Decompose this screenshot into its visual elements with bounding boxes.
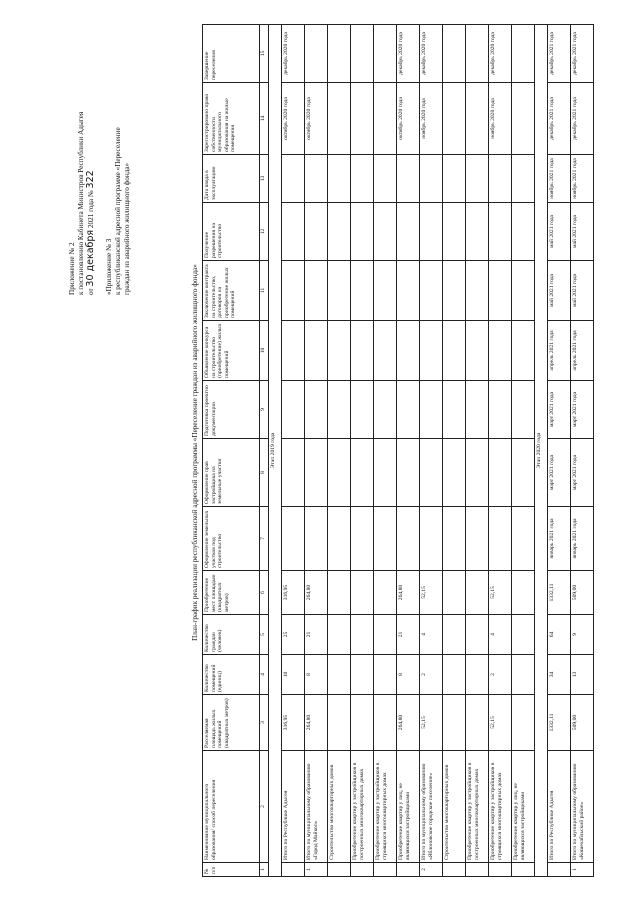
column-header: Количество граждан (человек) xyxy=(203,615,260,655)
cell xyxy=(328,203,351,261)
cell xyxy=(305,439,328,507)
cell: 1332,11 xyxy=(548,695,571,751)
cell xyxy=(397,261,420,321)
cell xyxy=(328,695,351,751)
cell xyxy=(374,655,397,695)
row-number xyxy=(466,863,489,877)
cell xyxy=(351,571,374,615)
cell xyxy=(466,615,489,655)
stage-label: Этап 2019 года xyxy=(269,25,282,877)
cell xyxy=(374,507,397,571)
cell xyxy=(512,155,535,203)
row-label: Итого по Республике Адыгея xyxy=(548,751,571,863)
cell: январь 2021 года xyxy=(571,507,594,571)
cell: 264,80 xyxy=(397,695,420,751)
cell xyxy=(512,381,535,439)
cell: 52,15 xyxy=(420,695,443,751)
cell xyxy=(282,439,305,507)
cell: декабрь 2020 года xyxy=(420,25,443,83)
stage-row xyxy=(269,25,282,877)
cell xyxy=(282,321,305,381)
cell: 8 xyxy=(305,655,328,695)
cell: декабрь 2021 года xyxy=(548,25,571,83)
cell xyxy=(374,321,397,381)
stage-row xyxy=(535,25,548,877)
cell xyxy=(397,381,420,439)
cell xyxy=(328,321,351,381)
cell xyxy=(489,203,512,261)
cell xyxy=(489,321,512,381)
cell xyxy=(328,83,351,155)
cell xyxy=(512,439,535,507)
table-row xyxy=(397,25,420,877)
cell xyxy=(328,507,351,571)
cell xyxy=(397,155,420,203)
table-row xyxy=(466,25,489,877)
cell xyxy=(397,507,420,571)
cell xyxy=(489,381,512,439)
row-label: Итого по муниципальному образованию «Кошехабльский район» xyxy=(571,751,594,863)
table-row xyxy=(548,25,571,877)
cell xyxy=(443,203,466,261)
row-label: Приобретение квартир у застройщиков в построенных многоквартирных домах xyxy=(466,751,489,863)
cell xyxy=(443,695,466,751)
cell xyxy=(305,25,328,83)
cell xyxy=(328,615,351,655)
program-name: граждан из аварийного жилищного фонда» xyxy=(123,162,131,295)
table-body xyxy=(269,25,594,877)
cell: январь 2021 года xyxy=(548,507,571,571)
cell xyxy=(512,695,535,751)
program-ref: к республиканской адресной программе «Переселение xyxy=(114,127,122,295)
row-number xyxy=(328,863,351,877)
cell xyxy=(282,155,305,203)
cell xyxy=(305,321,328,381)
cell xyxy=(282,261,305,321)
table-row xyxy=(420,25,443,877)
cell xyxy=(351,261,374,321)
column-header: Расселяемая площадь жилых помещений (квадратных метров) xyxy=(203,695,260,751)
row-label: Итого по муниципальному образованию «Город Майкоп» xyxy=(305,751,328,863)
cell xyxy=(443,155,466,203)
cell xyxy=(466,381,489,439)
column-number: 5 xyxy=(260,615,269,655)
cell: 52,15 xyxy=(420,571,443,615)
cell: 9 xyxy=(571,615,594,655)
cell: май 2021 года xyxy=(571,261,594,321)
resolution-ref: к постановлению Кабинета Министров Республики Адыгея xyxy=(77,111,85,295)
cell xyxy=(374,83,397,155)
cell xyxy=(489,155,512,203)
schedule-table xyxy=(202,24,594,877)
cell: октябрь 2020 года xyxy=(397,83,420,155)
cell: 8 xyxy=(397,655,420,695)
cell xyxy=(443,321,466,381)
column-number: 4 xyxy=(260,655,269,695)
cell: март 2021 года xyxy=(548,381,571,439)
column-number: 9 xyxy=(260,381,269,439)
cell: март 2021 года xyxy=(571,439,594,507)
column-number-row xyxy=(260,25,269,877)
row-number: 1 xyxy=(571,863,594,877)
cell xyxy=(466,571,489,615)
cell xyxy=(512,655,535,695)
table-row xyxy=(328,25,351,877)
cell xyxy=(512,571,535,615)
cell xyxy=(443,507,466,571)
cell: 2 xyxy=(489,655,512,695)
cell xyxy=(466,695,489,751)
cell xyxy=(305,261,328,321)
row-label: Строительство многоквартирных домов xyxy=(328,751,351,863)
cell: ноябрь 2021 года xyxy=(548,155,571,203)
column-header: Оформление прав застройщика на земельные участки xyxy=(203,439,260,507)
column-header: № п/п xyxy=(203,863,260,877)
column-number: 7 xyxy=(260,507,269,571)
row-number xyxy=(548,863,571,877)
cell xyxy=(305,155,328,203)
cell xyxy=(420,439,443,507)
cell: март 2021 года xyxy=(548,439,571,507)
cell: 4 xyxy=(420,615,443,655)
row-number xyxy=(512,863,535,877)
column-number: 12 xyxy=(260,203,269,261)
column-header: Приобретение мест площадью (квадратных метров) xyxy=(203,571,260,615)
cell xyxy=(374,571,397,615)
cell: 13 xyxy=(571,655,594,695)
cell xyxy=(466,261,489,321)
cell xyxy=(512,615,535,655)
cell xyxy=(328,155,351,203)
column-header: Дата ввода в эксплуатацию xyxy=(203,155,260,203)
column-header: Оформление земельных участков под строительство xyxy=(203,507,260,571)
cell xyxy=(420,261,443,321)
cell xyxy=(420,381,443,439)
cell xyxy=(443,655,466,695)
column-number: 10 xyxy=(260,321,269,381)
cell: 316,95 xyxy=(282,695,305,751)
cell xyxy=(466,321,489,381)
cell: декабрь 2021 года xyxy=(548,83,571,155)
cell xyxy=(512,25,535,83)
cell: октябрь 2020 года xyxy=(305,83,328,155)
resolution-date-line xyxy=(86,25,96,295)
cell: 264,80 xyxy=(305,571,328,615)
cell xyxy=(351,507,374,571)
appendix-number: Приложение № 2 xyxy=(68,242,76,295)
cell xyxy=(420,321,443,381)
table-title: План-график реализации республиканской адресной программы «Переселение граждан из аварийного жилищного фонда» xyxy=(191,264,199,641)
cell xyxy=(374,261,397,321)
row-number: 2 xyxy=(420,863,443,877)
cell xyxy=(466,439,489,507)
handwritten-date: 30 декабря xyxy=(85,229,96,287)
cell xyxy=(351,439,374,507)
cell xyxy=(466,83,489,155)
cell xyxy=(443,83,466,155)
cell: май 2021 года xyxy=(571,203,594,261)
date-prefix: от xyxy=(87,288,95,295)
cell xyxy=(443,261,466,321)
cell: ноябрь 2020 года xyxy=(489,83,512,155)
cell xyxy=(282,507,305,571)
cell: 34 xyxy=(548,655,571,695)
cell xyxy=(351,155,374,203)
row-number: 1 xyxy=(305,863,328,877)
column-header: Наименование муниципального образования/ способ переселения xyxy=(203,751,260,863)
cell: ноябрь 2020 года xyxy=(420,83,443,155)
cell xyxy=(374,695,397,751)
cell xyxy=(443,25,466,83)
cell xyxy=(420,155,443,203)
handwritten-number: 322 xyxy=(85,170,96,189)
cell xyxy=(328,381,351,439)
cell xyxy=(443,439,466,507)
column-header-row xyxy=(203,25,260,877)
cell xyxy=(351,615,374,655)
cell: 64 xyxy=(548,615,571,655)
cell xyxy=(305,381,328,439)
cell: 10 xyxy=(282,655,305,695)
cell: ноябрь 2021 года xyxy=(571,155,594,203)
cell: декабрь 2020 года xyxy=(489,25,512,83)
cell: 316,95 xyxy=(282,571,305,615)
cell: 21 xyxy=(397,615,420,655)
cell xyxy=(397,321,420,381)
cell xyxy=(351,25,374,83)
row-number xyxy=(489,863,512,877)
column-number: 8 xyxy=(260,439,269,507)
cell: декабрь 2021 года xyxy=(571,25,594,83)
cell xyxy=(512,203,535,261)
cell: декабрь 2020 года xyxy=(282,25,305,83)
cell: 4 xyxy=(489,615,512,655)
column-header: Получение разрешения на строительство xyxy=(203,203,260,261)
cell: октябрь 2020 года xyxy=(282,83,305,155)
column-header: Подготовка проектно документации xyxy=(203,381,260,439)
cell xyxy=(305,507,328,571)
row-number xyxy=(351,863,374,877)
cell: 52,15 xyxy=(489,695,512,751)
cell xyxy=(466,655,489,695)
table-row xyxy=(282,25,305,877)
row-label: Итого по муниципальному образованию «Яблоновское городское поселение» xyxy=(420,751,443,863)
cell xyxy=(420,507,443,571)
column-number: 15 xyxy=(260,25,269,83)
cell: декабрь 2021 года xyxy=(571,83,594,155)
cell: 264,80 xyxy=(397,571,420,615)
cell: май 2021 года xyxy=(548,203,571,261)
table-row xyxy=(374,25,397,877)
row-label: Приобретение квартир у лиц, не являющихся застройщиками xyxy=(397,751,420,863)
cell: 21 xyxy=(305,615,328,655)
row-number xyxy=(374,863,397,877)
table-row xyxy=(351,25,374,877)
cell: 1332,11 xyxy=(548,571,571,615)
column-header: Зарегистрировано право собственности муниципального образования на жилые помещения xyxy=(203,83,260,155)
cell: 509,00 xyxy=(571,695,594,751)
cell xyxy=(512,83,535,155)
cell xyxy=(443,615,466,655)
cell xyxy=(351,695,374,751)
column-number: 2 xyxy=(260,751,269,863)
column-number: 13 xyxy=(260,155,269,203)
cell xyxy=(489,507,512,571)
cell xyxy=(328,655,351,695)
cell xyxy=(374,439,397,507)
cell xyxy=(420,203,443,261)
column-number: 1 xyxy=(260,863,269,877)
row-label: Приобретение квартир у застройщиков в построенных многоквартирных домах xyxy=(351,751,374,863)
column-header: Завершение переселения xyxy=(203,25,260,83)
column-number: 6 xyxy=(260,571,269,615)
cell xyxy=(397,203,420,261)
cell xyxy=(328,261,351,321)
cell xyxy=(443,571,466,615)
date-mid: 2021 года № xyxy=(87,190,95,229)
cell xyxy=(512,321,535,381)
cell xyxy=(466,203,489,261)
cell xyxy=(397,439,420,507)
column-number: 3 xyxy=(260,695,269,751)
cell: 52,15 xyxy=(489,571,512,615)
cell xyxy=(512,507,535,571)
row-label: Итого по Республике Адыгея xyxy=(282,751,305,863)
cell: апрель 2021 года xyxy=(571,321,594,381)
cell xyxy=(351,381,374,439)
approval-header xyxy=(68,25,132,295)
cell xyxy=(351,83,374,155)
cell xyxy=(328,25,351,83)
cell xyxy=(328,571,351,615)
row-number xyxy=(397,863,420,877)
cell xyxy=(305,203,328,261)
row-number xyxy=(443,863,466,877)
table-row xyxy=(443,25,466,877)
table-row xyxy=(489,25,512,877)
cell: май 2021 года xyxy=(548,261,571,321)
cell xyxy=(374,615,397,655)
program-appendix: «Приложение № 3 xyxy=(105,238,113,295)
cell: апрель 2021 года xyxy=(548,321,571,381)
column-header: Заключение контракта на строительство, договоров на приобретение жилых помещений xyxy=(203,261,260,321)
cell xyxy=(466,155,489,203)
cell xyxy=(282,203,305,261)
cell xyxy=(512,261,535,321)
cell xyxy=(374,381,397,439)
row-label: Приобретение квартир у лиц, не являющихся застройщиками xyxy=(512,751,535,863)
cell xyxy=(374,203,397,261)
table-row xyxy=(305,25,328,877)
cell: 264,80 xyxy=(305,695,328,751)
cell: декабрь 2020 года xyxy=(397,25,420,83)
column-number: 14 xyxy=(260,83,269,155)
column-number: 11 xyxy=(260,261,269,321)
stage-label: Этап 2020 года xyxy=(535,25,548,877)
cell xyxy=(443,381,466,439)
row-label: Строительство многоквартирных домов xyxy=(443,751,466,863)
column-header: Количество помещений (единиц) xyxy=(203,655,260,695)
cell xyxy=(351,321,374,381)
row-number xyxy=(282,863,305,877)
cell xyxy=(466,507,489,571)
cell xyxy=(282,381,305,439)
cell xyxy=(351,655,374,695)
cell xyxy=(374,25,397,83)
row-label: Приобретение квартир у застройщиков в строящихся многоквартирных домах xyxy=(374,751,397,863)
column-header: Объявление конкурса на строительство (приобретение) жилых помещений xyxy=(203,321,260,381)
cell: 2 xyxy=(420,655,443,695)
cell xyxy=(466,25,489,83)
row-label: Приобретение квартир у застройщиков в строящихся многоквартирных домах xyxy=(489,751,512,863)
cell: март 2021 года xyxy=(571,381,594,439)
cell xyxy=(328,439,351,507)
cell xyxy=(489,261,512,321)
cell xyxy=(489,439,512,507)
cell: 509,00 xyxy=(571,571,594,615)
table-row xyxy=(571,25,594,877)
cell xyxy=(374,155,397,203)
cell: 25 xyxy=(282,615,305,655)
cell xyxy=(351,203,374,261)
table-row xyxy=(512,25,535,877)
